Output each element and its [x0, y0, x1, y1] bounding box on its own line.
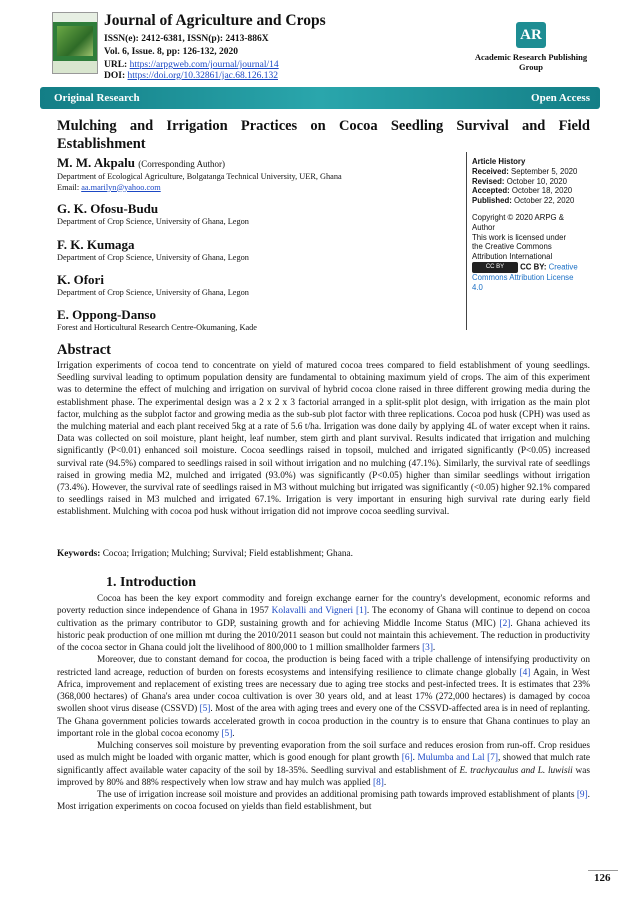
footer-rule	[588, 870, 618, 871]
cc-license-link[interactable]: 4.0	[472, 282, 483, 292]
citation-link[interactable]: Mulumba and Lal [7]	[417, 753, 498, 764]
history-accepted: Accepted: October 18, 2020	[472, 186, 573, 196]
author-affiliation: Department of Crop Science, University of Ghana, Legon	[57, 217, 249, 226]
cc-license-row: CC BY CC BY: Creative	[472, 262, 597, 273]
article-type-banner	[40, 87, 600, 109]
sidebar-divider	[466, 152, 467, 330]
copyright-line: Copyright © 2020 ARPG &	[472, 212, 564, 222]
citation-link[interactable]: [5]	[221, 728, 233, 739]
abstract-heading: Abstract	[57, 342, 111, 358]
article-title: Mulching and Irrigation Practices on Cocoa Seedling Survival and Field Establishment	[57, 118, 590, 152]
citation-link[interactable]: [3]	[422, 643, 433, 653]
journal-name: Journal of Agriculture and Crops	[104, 12, 326, 29]
history-received: Received: September 5, 2020	[472, 166, 578, 176]
article-history	[472, 157, 597, 293]
journal-url-link[interactable]: https://arpgweb.com/journal/journal/14	[129, 60, 279, 70]
journal-volume: Vol. 6, Issue. 8, pp: 126-132, 2020	[104, 47, 238, 57]
author-entry	[57, 237, 457, 264]
author-affiliation: Department of Ecological Agriculture, Bolgatanga Technical University, UER, Ghana	[57, 172, 342, 181]
author-entry	[57, 201, 457, 228]
author-name: M. M. Akpalu (Corresponding Author)	[57, 155, 226, 170]
page-number: 126	[594, 872, 611, 884]
history-published: Published: October 22, 2020	[472, 196, 575, 206]
license-line: Attribution International	[472, 252, 553, 262]
keywords: Keywords: Cocoa; Irrigation; Mulching; Survival; Field establishment; Ghana.	[57, 549, 353, 559]
author-entry	[57, 307, 457, 334]
history-title: Article History	[472, 157, 526, 166]
citation-link[interactable]: [9]	[576, 790, 588, 800]
journal-issn: ISSN(e): 2412-6381, ISSN(p): 2413-886X	[104, 34, 269, 44]
paragraph: Moreover, due to constant demand for cocoa, the production is being faced with a triple challenge of intensifying productivity on restricted land acreage, reduction of burden on forests ecosystems and intensifying resilience to climate change globally [4] Again, in West Africa, improvement and replacement of existing trees are necessary due to aging tree stocks and pest-infected trees. It is estimates that 23% (368,000 hectares) of Ghana's area under cocoa cultivation is over 30 years old, and at least 17% (272,000 hectares) is damaged by cocoa swollen shoot virus disease (CSSVD) [5]. Most of the area with aging trees and every one of the CSSVD-affected area is in need of replanting. The Ghana government policies towards accelerated growth in cocoa production in the country is to ensure that Ghana continues to play an important role in the global cocoa economy [5].	[57, 655, 590, 739]
paragraph: Mulching conserves soil moisture by preventing evaporation from the soil surface and reduces erosion from run-off. Crop residues used as mulch might be loaded with organic matter, which is good enough for plant growth [6]. Mulumba and Lal [7], showed that mulch rate significantly affect available water capacity of the soil by 18-35%. Seedling survival and establishment of E. trachycaulus and L. luwisii was improved by 80% and 88% respectively when low straw and hay mulch was applied [8].	[57, 741, 590, 788]
paragraph: Cocoa has been the key export commodity and foreign exchange earner for the country's development, economic reforms and poverty reduction since independence of Ghana in 1957 Kolavalli and Vigneri [1]. The economy of Ghana will continue to depend on cocoa cultivation as the primary contributor to GDP, sustaining growth and for achieving Middle Income Status (MIC) [2]. Ghana achieved its historic peak production of one million mt during the 2010/2011 season but could not maintain this achievement. The reduction in productivity of the cocoa sector in Ghana could jolt the livelihood of 800,000 to 1 million smallholder farmers [3].	[57, 594, 590, 653]
cc-by-badge-icon: CC BY	[472, 262, 518, 273]
introduction-body	[57, 593, 590, 814]
author-email-link[interactable]: aa.marilyn@yahoo.com	[81, 182, 161, 192]
author-email-line: Email: aa.marilyn@yahoo.com	[57, 182, 161, 192]
author-entry	[57, 155, 457, 193]
original-research-label: Original Research	[54, 92, 140, 104]
publisher-logo: AR	[516, 22, 546, 48]
abstract-text: Irrigation experiments of cocoa tend to concentrate on yield of matured cocoa trees compared to field establishment of young seedlings. Seedling survival leading to optimum population density are fundamental to obtaining maximum yield of crops. The aim of this experiment was to determine the effect of mulching and irrigation on survival of hybrid cocoa clone raised in three different growing media during the establishment phase. The experimental design was a 2 x 2 x 3 factorial arranged in a split-split plot design, with irrigation as the main plot factor, mulching as the subplot factor and growing media as the sub-sub plot factor with three replications. Cocoa pod husk (CPH) was used as the mulching material and each plant received 5kg at a rate of 5.6 t/ha. Irrigation was done daily by applying 4L of water except when it rains. Data was collected on soil moisture, plant height, leaf number, stem girth and plant survival. Results indicated that irrigation and mulching significantly (P<0.01) enhanced soil moisture. Cocoa seedlings raised in topsoil, mulched and irrigated significantly (P<0.05) increased survival rate (94.5%) compared to seedlings raised in soil without irrigation and no mulching (47.1%). Similarly, the survival rate of seedlings raised in growing media M2, mulched and irrigated (93.0%) was significantly (P<0.05) higher than similar seedlings without irrigation (73.4%). However, the survival rate of seedlings raised in M3 without mulching but irrigated was significantly (<0.05) higher 92.1% compared to seedlings raised in M3 mulched and irrigated 67.1%. Irrigation is very important in ensuring high survival rate during early field establishment. Mulching with cocoa pod husk without irrigation did not improve cocoa seedling survival.	[57, 361, 590, 518]
author-affiliation: Department of Crop Science, University of Ghana, Legon	[57, 253, 249, 262]
license-line: This work is licensed under	[472, 232, 567, 242]
author-name: K. Ofori	[57, 272, 104, 287]
cc-license-link[interactable]: Commons Attribution License	[472, 272, 574, 282]
paragraph: The use of irrigation increase soil moisture and provides an additional promising path towards improved establishment of plants [9]. Most irrigation experiments on cocoa focused on yields than field establishment, but	[57, 790, 590, 813]
journal-doi-line: DOI: https://doi.org/10.32861/jac.68.126.132	[104, 71, 279, 81]
author-name: F. K. Kumaga	[57, 237, 135, 252]
citation-link[interactable]: [5]	[199, 704, 211, 715]
journal-cover-thumbnail	[52, 12, 98, 74]
open-access-label: Open Access	[531, 92, 590, 104]
citation-link[interactable]: [2]	[499, 618, 511, 629]
author-name: E. Oppong-Danso	[57, 307, 156, 322]
citation-link[interactable]: Kolavalli and Vigneri [1]	[271, 606, 367, 617]
citation-link[interactable]: [8]	[373, 777, 384, 788]
history-revised: Revised: October 10, 2020	[472, 176, 567, 186]
citation-link[interactable]: [4]	[519, 667, 531, 678]
author-entry	[57, 272, 457, 299]
author-affiliation: Forest and Horticultural Research Centre-Okumaning, Kade	[57, 323, 257, 332]
journal-doi-link[interactable]: https://doi.org/10.32861/jac.68.126.132	[127, 71, 279, 81]
publisher-name: Academic Research Publishing Group	[474, 52, 588, 72]
cc-license-link[interactable]: Creative	[548, 262, 578, 272]
author-affiliation: Department of Crop Science, University of Ghana, Legon	[57, 288, 249, 297]
license-line: the Creative Commons	[472, 242, 552, 252]
introduction-heading: 1. Introduction	[106, 575, 196, 590]
citation-link[interactable]: [6]	[401, 753, 413, 764]
journal-url-line: URL: https://arpgweb.com/journal/journal/14	[104, 60, 279, 70]
author-name: G. K. Ofosu-Budu	[57, 201, 159, 216]
copyright-line: Author	[472, 222, 495, 232]
